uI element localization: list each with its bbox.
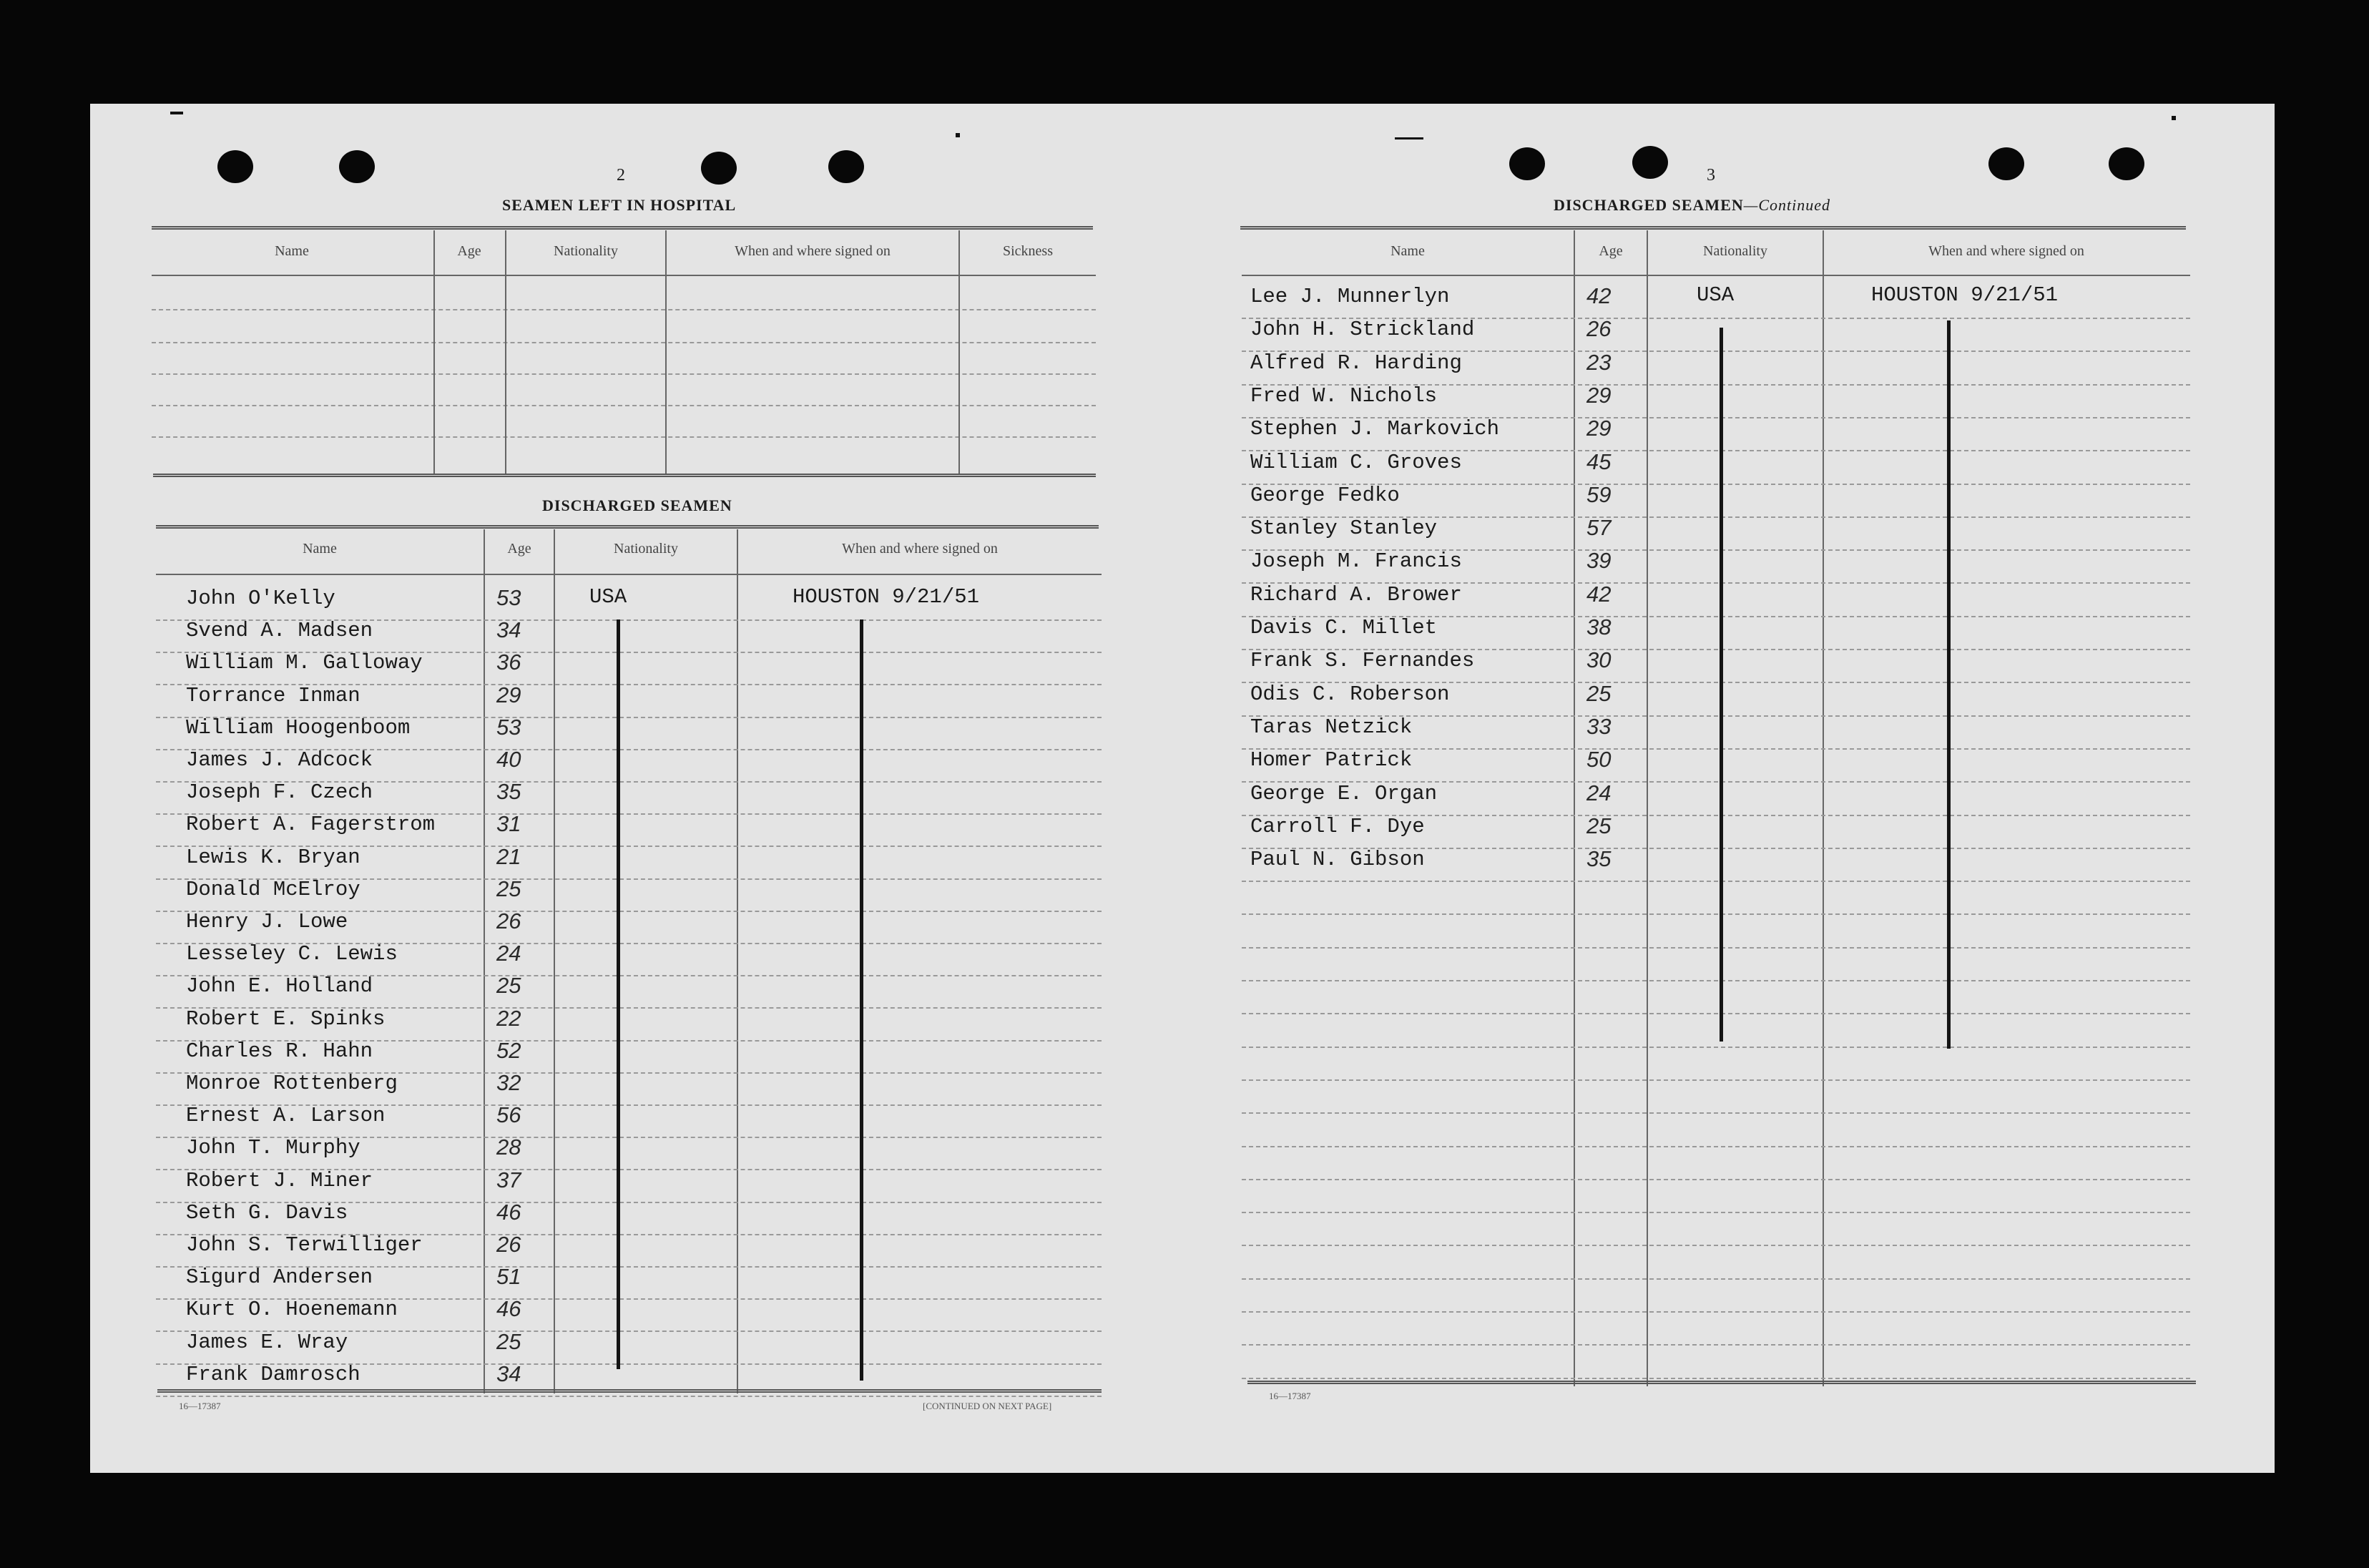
seaman-name: Robert A. Fagerstrom: [186, 813, 436, 837]
punch-hole: [1988, 147, 2024, 180]
seaman-age: 46: [496, 1296, 521, 1322]
seaman-row: [186, 716, 873, 745]
seaman-age: 53: [496, 714, 521, 740]
seaman-name: Carroll F. Dye: [1250, 814, 1425, 838]
seaman-row: [1250, 848, 1937, 876]
stray-mark: [1395, 137, 1423, 139]
seaman-row: [1250, 649, 1937, 677]
hospital-row-line: [152, 342, 1096, 343]
seaman-row: [186, 878, 873, 906]
left-nationality-value: USA: [589, 585, 627, 609]
seaman-age: 24: [1586, 780, 1612, 805]
row-line: [1242, 913, 2190, 915]
seaman-age: 22: [496, 1005, 521, 1031]
page-number-left: 2: [617, 166, 625, 185]
seaman-row: [1250, 384, 1937, 413]
seaman-row: [1250, 715, 1937, 744]
punch-hole: [1632, 146, 1668, 179]
row-line: [1242, 1079, 2190, 1081]
seaman-name: Robert J. Miner: [186, 1168, 373, 1192]
seaman-age: 38: [1586, 614, 1612, 640]
seaman-row: [186, 1265, 873, 1294]
row-line: [1242, 1245, 2190, 1246]
hospital-col-divider: [433, 230, 435, 474]
right-bottom-rule: [1247, 1381, 2196, 1384]
seaman-row: [1250, 516, 1937, 545]
row-line: [1242, 1278, 2190, 1280]
seaman-row: [1250, 549, 1937, 578]
discharged-col-name: Name: [303, 541, 337, 557]
seaman-age: 35: [1586, 846, 1612, 872]
seaman-name: Robert E. Spinks: [186, 1006, 386, 1031]
hospital-row-line: [152, 436, 1096, 438]
hospital-section-title: SEAMEN LEFT IN HOSPITAL: [502, 196, 737, 214]
seaman-row: [186, 780, 873, 809]
row-line: [1242, 1047, 2190, 1048]
seaman-row: [186, 1136, 873, 1165]
seaman-name: Joseph M. Francis: [1250, 549, 1462, 574]
hospital-row-line: [152, 309, 1096, 310]
discharged-header-bottom-rule: [156, 574, 1102, 575]
seaman-name: Henry J. Lowe: [186, 910, 348, 934]
hospital-bottom-rule: [153, 474, 1096, 477]
seaman-name: Davis C. Millet: [1250, 616, 1438, 640]
right-form-number: 16—17387: [1269, 1391, 1311, 1401]
seaman-name: James E. Wray: [186, 1330, 348, 1354]
seaman-age: 26: [496, 908, 521, 934]
seaman-name: Stephen J. Markovich: [1250, 417, 1500, 441]
hospital-col-divider: [958, 230, 960, 474]
seaman-name: Lewis K. Bryan: [186, 845, 360, 869]
stray-mark: [2172, 116, 2176, 120]
seaman-row: [186, 1169, 873, 1197]
row-line: [1242, 1378, 2190, 1379]
punch-hole: [339, 150, 375, 183]
seaman-age: 45: [1586, 449, 1612, 474]
seaman-age: 25: [496, 973, 521, 999]
seaman-row: [186, 942, 873, 971]
discharged-bottom-rule: [157, 1389, 1102, 1393]
seaman-age: 21: [496, 843, 521, 869]
seaman-row: [186, 1007, 873, 1036]
seaman-age: 52: [496, 1037, 521, 1063]
discharged-col-age: Age: [507, 541, 531, 557]
seaman-name: Richard A. Brower: [1250, 582, 1462, 607]
left-form-number: 16—17387: [179, 1401, 221, 1411]
seaman-name: Seth G. Davis: [186, 1200, 348, 1225]
seaman-age: 31: [496, 811, 521, 837]
right-signed-on-value: HOUSTON 9/21/51: [1871, 283, 2059, 307]
seaman-age: 37: [496, 1167, 521, 1192]
seaman-age: 40: [496, 747, 521, 772]
seaman-row: [186, 813, 873, 841]
seaman-age: 46: [496, 1199, 521, 1225]
seaman-age: 56: [496, 1102, 521, 1128]
right-nationality-value: USA: [1697, 283, 1735, 307]
seaman-name: John E. Holland: [186, 974, 373, 999]
punch-hole: [828, 150, 864, 183]
hospital-col-signed-on: When and where signed on: [735, 243, 891, 259]
seaman-age: 57: [1586, 515, 1612, 541]
seaman-name: William Hoogenboom: [186, 715, 411, 740]
seaman-age: 28: [496, 1135, 521, 1160]
seaman-age: 34: [496, 1361, 521, 1386]
seaman-name: William M. Galloway: [186, 651, 423, 675]
signed-on-ditto-line: [860, 619, 863, 1381]
seaman-row: [186, 1201, 873, 1230]
page-number-right: 3: [1707, 166, 1715, 185]
seaman-row: [186, 651, 873, 680]
punch-hole: [217, 150, 253, 183]
seaman-name: Charles R. Hahn: [186, 1039, 373, 1063]
seaman-age: 36: [496, 650, 521, 675]
discharged-section-title: DISCHARGED SEAMEN: [542, 496, 732, 514]
seaman-name: Kurt O. Hoenemann: [186, 1298, 398, 1322]
seaman-name: Monroe Rottenberg: [186, 1072, 398, 1095]
row-line: [1242, 980, 2190, 981]
hospital-row-line: [152, 373, 1096, 375]
seaman-row: [186, 684, 873, 712]
seaman-age: 51: [496, 1264, 521, 1290]
hospital-col-name: Name: [275, 243, 309, 259]
seaman-row: [186, 1298, 873, 1326]
seaman-name: Alfred R. Harding: [1250, 351, 1462, 375]
seaman-row: [186, 748, 873, 777]
seaman-age: 30: [1586, 647, 1612, 673]
continued-note: [CONTINUED ON NEXT PAGE]: [923, 1401, 1052, 1411]
seaman-name: Taras Netzick: [1250, 715, 1413, 739]
seaman-name: Odis C. Roberson: [1250, 682, 1450, 706]
seaman-age: 50: [1586, 747, 1612, 773]
seaman-name: James J. Adcock: [186, 748, 373, 772]
hospital-col-age: Age: [457, 243, 481, 259]
seaman-name: Stanley Stanley: [1250, 516, 1438, 541]
left-signed-on-value: HOUSTON 9/21/51: [793, 585, 980, 609]
right-title-continued: —Continued: [1743, 196, 1830, 214]
seaman-name: Lesseley C. Lewis: [186, 942, 398, 966]
seaman-name: Torrance Inman: [186, 683, 360, 707]
hospital-col-sickness: Sickness: [1003, 243, 1053, 259]
seaman-age: 42: [1586, 283, 1612, 308]
hospital-header-top-rule: [152, 226, 1093, 230]
right-col-name: Name: [1390, 243, 1425, 259]
seaman-name: William C. Groves: [1250, 450, 1462, 474]
seaman-age: 34: [496, 617, 521, 643]
right-signed-on-ditto-line: [1947, 320, 1951, 1049]
seaman-row: [186, 910, 873, 939]
stray-mark: [170, 112, 183, 114]
seaman-name: Frank Damrosch: [186, 1362, 360, 1386]
seaman-age: 29: [1586, 416, 1612, 441]
right-nationality-ditto-line: [1720, 328, 1723, 1042]
seaman-name: Donald McElroy: [186, 877, 360, 901]
hospital-col-nationality: Nationality: [554, 243, 618, 259]
seaman-row: [1250, 782, 1937, 810]
seaman-row: [186, 1363, 873, 1391]
seaman-name: Joseph F. Czech: [186, 780, 373, 805]
hospital-col-divider: [665, 230, 667, 474]
row-line: [1242, 1146, 2190, 1147]
seaman-age: 29: [1586, 382, 1612, 408]
seaman-row: [186, 619, 873, 647]
row-line: [1242, 947, 2190, 949]
seaman-row: [1250, 417, 1937, 446]
seaman-name: John T. Murphy: [186, 1136, 360, 1160]
right-header-bottom-rule: [1242, 275, 2190, 276]
seaman-age: 53: [496, 585, 521, 610]
seaman-name: Fred W. Nichols: [1250, 383, 1438, 408]
seaman-row: [1250, 815, 1937, 843]
seaman-name: John H. Strickland: [1250, 318, 1475, 342]
row-line: [1242, 1013, 2190, 1014]
seaman-age: 25: [496, 1328, 521, 1354]
row-line: [1242, 1344, 2190, 1346]
seaman-row: [1250, 351, 1937, 380]
nationality-ditto-line: [617, 619, 620, 1369]
discharged-col-signed-on: When and where signed on: [842, 541, 998, 557]
seaman-name: Paul N. Gibson: [1250, 848, 1425, 872]
seaman-name: Svend A. Madsen: [186, 619, 373, 643]
seaman-row: [1250, 583, 1937, 612]
row-line: [1242, 881, 2190, 882]
hospital-row-line: [152, 405, 1096, 406]
seaman-row: [1250, 451, 1937, 479]
stray-mark: [956, 133, 960, 137]
seaman-age: 33: [1586, 713, 1612, 739]
seaman-age: 59: [1586, 481, 1612, 507]
seaman-age: 23: [1586, 349, 1612, 375]
row-line: [156, 1396, 1102, 1397]
punch-hole: [2109, 147, 2144, 180]
seaman-name: Homer Patrick: [1250, 748, 1413, 773]
right-header-top-rule: [1240, 226, 2186, 230]
discharged-col-nationality: Nationality: [614, 541, 678, 557]
seaman-age: 25: [496, 876, 521, 901]
seaman-row: [186, 587, 873, 615]
seaman-age: 26: [496, 1232, 521, 1257]
seaman-age: 35: [496, 779, 521, 805]
right-title-main: DISCHARGED SEAMEN: [1554, 196, 1744, 214]
seaman-row: [186, 1072, 873, 1100]
seaman-age: 32: [496, 1070, 521, 1095]
seaman-name: Lee J. Munnerlyn: [1250, 285, 1450, 308]
seaman-row: [186, 1104, 873, 1132]
seaman-age: 25: [1586, 680, 1612, 706]
row-line: [1242, 1212, 2190, 1213]
seaman-name: John O'Kelly: [186, 587, 335, 610]
seaman-age: 42: [1586, 581, 1612, 607]
seaman-row: [1250, 285, 1937, 313]
seaman-name: Ernest A. Larson: [186, 1104, 386, 1128]
right-col-nationality: Nationality: [1703, 243, 1767, 259]
seaman-row: [1250, 481, 1937, 512]
seaman-age: 29: [496, 682, 521, 707]
right-col-signed-on: When and where signed on: [1928, 243, 2084, 259]
seaman-row: [186, 974, 873, 1003]
seaman-row: [186, 1233, 873, 1262]
seaman-name: Sigurd Andersen: [186, 1265, 373, 1290]
hospital-col-divider: [505, 230, 506, 474]
row-line: [1242, 1311, 2190, 1313]
row-line: [1242, 1112, 2190, 1114]
seaman-name: John S. Terwilliger: [186, 1233, 423, 1257]
seaman-name: George E. Organ: [1250, 781, 1438, 805]
row-line: [1242, 1179, 2190, 1180]
seaman-row: [186, 1328, 873, 1359]
seaman-row: [1250, 748, 1937, 777]
seaman-age: 24: [496, 941, 521, 966]
hospital-header-bottom-rule: [152, 275, 1096, 276]
seaman-row: [1250, 318, 1937, 346]
seaman-age: 26: [1586, 316, 1612, 342]
punch-hole: [701, 152, 737, 185]
seaman-name: Frank S. Fernandes: [1250, 649, 1475, 673]
seaman-row: [186, 1039, 873, 1068]
seaman-row: [1250, 616, 1937, 645]
right-section-title: [1554, 196, 1830, 215]
seaman-age: 25: [1586, 813, 1612, 838]
discharged-header-top-rule: [156, 525, 1099, 529]
seaman-age: 39: [1586, 548, 1612, 574]
punch-hole: [1509, 147, 1545, 180]
seaman-row: [1250, 682, 1937, 711]
right-col-age: Age: [1599, 243, 1623, 259]
seaman-row: [186, 843, 873, 874]
seaman-name: George Fedko: [1250, 483, 1400, 507]
